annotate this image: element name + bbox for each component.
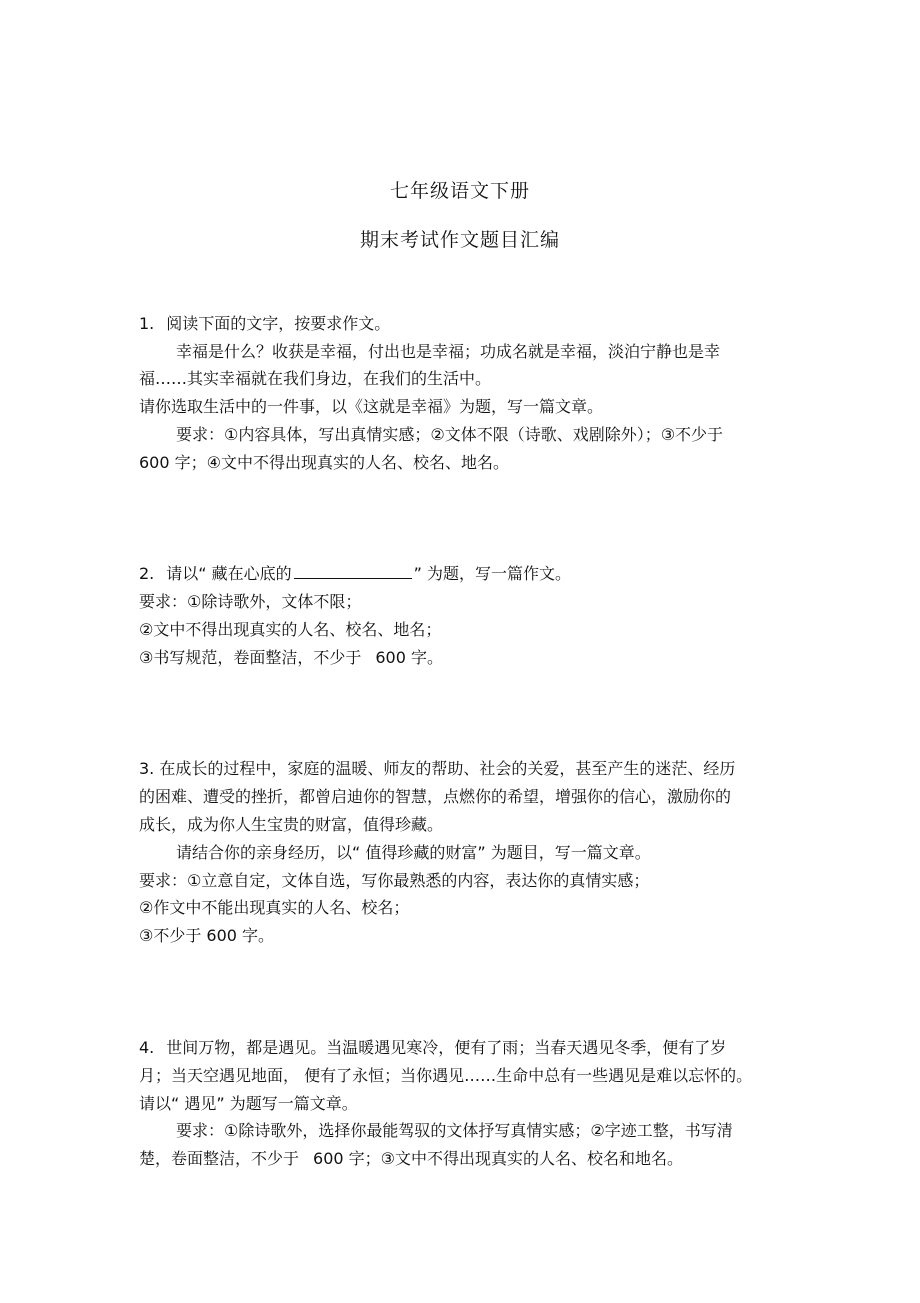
- q4-line5: [139, 1149, 683, 1169]
- q4-line2: 月；当天空遇见地面， 便有了永恒；当你遇见……生命中总有一些遇见是难以忘怀的。: [139, 1066, 753, 1085]
- q3-line3: 成长，成为你人生宝贵的财富，值得珍藏。: [139, 815, 444, 834]
- q3-line6: ②作文中不能出现真实的人名、校名；: [139, 898, 410, 917]
- q1-line2: 福……其实幸福就在我们身边，在我们的生活中。: [139, 369, 492, 388]
- q1-number: 1.: [139, 314, 155, 333]
- q4-line1-text: 世间万物，都是遇见。当温暖遇见寒冷，便有了雨；当春天遇见冬季，便有了岁: [166, 1038, 727, 1057]
- q2-fill-in-blank: [294, 564, 412, 579]
- q4-line1: [139, 1038, 726, 1058]
- q3-line5: 要求：①立意自定，文体自选，写你最熟悉的内容，表达你的真情实感；: [139, 871, 650, 890]
- q2-line3-before: ③书写规范，卷面整洁，不少于: [139, 648, 362, 667]
- q3-line1: 3. 在成长的过程中，家庭的温暖、师友的帮助、社会的关爱，甚至产生的迷茫、经历: [139, 759, 736, 778]
- document-title: 七年级语文下册: [389, 180, 530, 202]
- q2-prompt-after: ” 为题，写一篇作文。: [413, 564, 572, 583]
- document-subtitle: 期末考试作文题目汇编: [359, 229, 560, 251]
- q1-line5: 600 字；④文中不得出现真实的人名、校名、地名。: [139, 453, 509, 472]
- q2-line3: [139, 648, 443, 668]
- q1-prompt-line: [139, 314, 390, 334]
- q4-number: 4.: [139, 1038, 155, 1057]
- q1-prompt: 阅读下面的文字，按要求作文。: [166, 314, 391, 333]
- q1-line4: 要求：①内容具体，写出真情实感；②文体不限（诗歌、戏剧除外）；③不少于: [176, 425, 724, 444]
- q2-number: 2.: [139, 564, 155, 583]
- q3-line2: 的困难、遭受的挫折，都曾启迪你的智慧，点燃你的希望，增强你的信心，激励你的: [139, 787, 732, 806]
- q4-line4: 要求：①除诗歌外，选择你最能驾驭的文体抒写真情实感；②字迹工整，书写清: [176, 1121, 733, 1140]
- q4-line5-after: 600 字；③文中不得出现真实的人名、校名和地名。: [313, 1149, 683, 1168]
- q2-line2: ②文中不得出现真实的人名、校名、地名；: [139, 620, 442, 639]
- q3-line7: ③不少于 600 字。: [139, 926, 275, 945]
- q2-prompt-line: [139, 564, 571, 584]
- q3-line4: 请结合你的亲身经历，以“ 值得珍藏的财富” 为题目，写一篇文章。: [176, 843, 651, 862]
- q2-line3-after: 600 字。: [375, 648, 443, 667]
- q1-line1: 幸福是什么？收获是幸福，付出也是幸福；功成名就是幸福，淡泊宁静也是幸: [176, 342, 721, 361]
- q1-line3: 请你选取生活中的一件事，以《这就是幸福》为题，写一篇文章。: [139, 397, 604, 416]
- q2-line1: 要求：①除诗歌外，文体不限；: [139, 592, 362, 611]
- q2-prompt-before: 请以“ 藏在心底的: [166, 564, 292, 583]
- q4-line3: 请以“ 遇见” 为题写一篇文章。: [139, 1094, 358, 1113]
- q4-line5-before: 楚，卷面整洁，不少于: [139, 1149, 300, 1168]
